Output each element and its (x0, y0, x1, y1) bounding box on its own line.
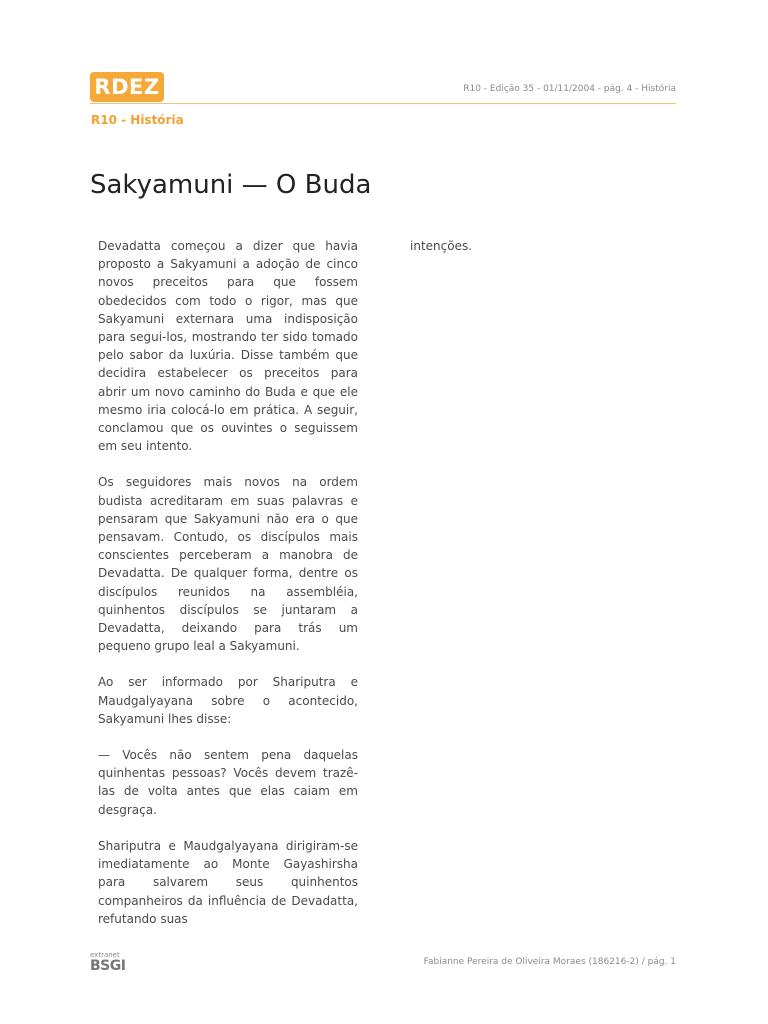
paragraph: Shariputra e Maudgalyayana dirigiram-se imediatamente ao Monte Gayashirsha para salvarem seus quinhentos companheiros da influência de Devadatta, refutando suas (98, 838, 358, 926)
footer-logo-small-text: extranet (90, 951, 120, 959)
article-column-right (410, 237, 670, 273)
article-column-left (98, 237, 358, 946)
article-title: Sakyamuni — O Buda (90, 170, 372, 200)
bsgi-logo (90, 951, 140, 975)
header-divider (90, 103, 676, 104)
footer-user-page: Fabianne Pereira de Oliveira Moraes (186216-2) / pág. 1 (423, 957, 676, 967)
paragraph: intenções. (410, 239, 473, 253)
footer-logo-brand-text: BSGI (90, 958, 126, 974)
paragraph: Devadatta começou a dizer que havia proposto a Sakyamuni a adoção de cinco novos preceitos para que fossem obedecidos com todo o rigor, mas que Sakyamuni externara uma indisposição para segui-los, mostrando ter sido tomado pelo sabor da luxúria. Disse também que decidira estabelecer os preceitos para abrir um novo caminho do Buda e que ele mesmo iria colocá-lo em prática. A seguir, conclamou que os ouvintes o seguissem em seu intento. (98, 239, 358, 454)
edition-info: R10 - Edição 35 - 01/11/2004 - pág. 4 - História (463, 84, 676, 94)
section-label: R10 - História (91, 113, 184, 127)
paragraph: Ao ser informado por Shariputra e Maudgalyayana sobre o acontecido, Sakyamuni lhes disse: (98, 675, 358, 726)
paragraph: Os seguidores mais novos na ordem budista acreditaram em suas palavras e pensaram que Sakyamuni não era o que pensavam. Contudo, os discípulos mais conscientes perceberam a manobra de Devadatta. De qualquer forma, dentre os discípulos reunidos na assembléia, quinhentos discípulos se juntaram a Devadatta, deixando para trás um pequeno grupo leal a Sakyamuni. (98, 475, 358, 654)
paragraph: — Vocês não sentem pena daquelas quinhentas pessoas? Vocês devem trazê-las de volta antes que elas caiam em desgraça. (98, 748, 358, 817)
rdez-logo: RDEZ (90, 72, 164, 102)
